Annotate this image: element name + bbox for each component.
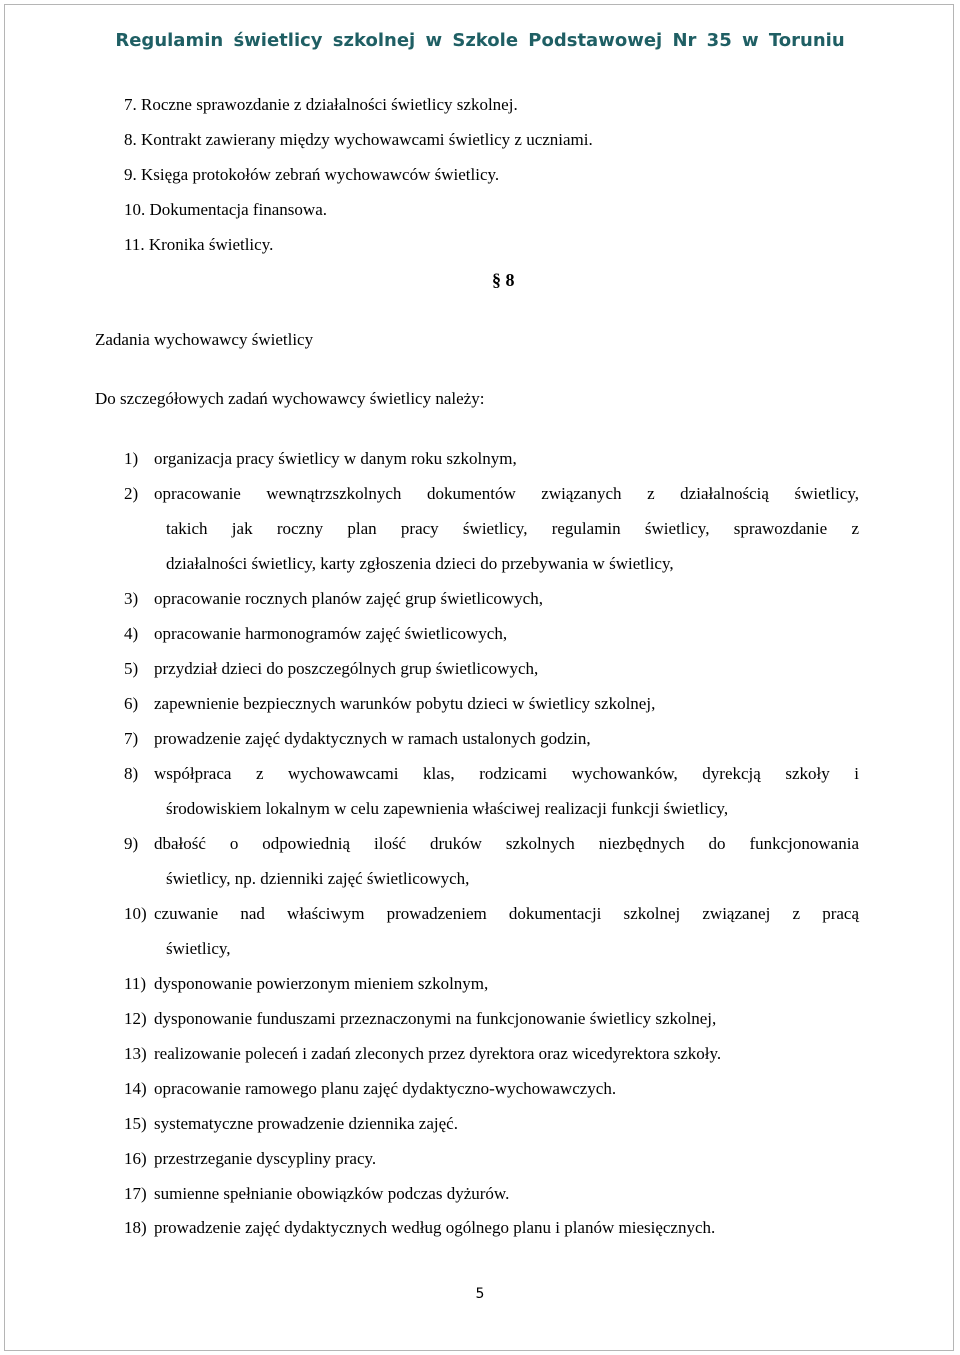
task-text: organizacja pracy świetlicy w danym roku szkolnym,: [154, 449, 517, 468]
task-text-continued: środowiskiem lokalnym w celu zapewnienia właściwej realizacji funkcji świetlicy,: [166, 799, 729, 818]
task-number: 5): [124, 659, 139, 678]
task-text: przestrzeganie dyscypliny pracy.: [154, 1149, 377, 1168]
task-text: opracowanie ramowego planu zajęć dydaktyczno-wychowawczych.: [154, 1079, 617, 1098]
task-number: 11): [124, 974, 147, 993]
task-text-continued: takich jak roczny plan pracy świetlicy, regulamin świetlicy, sprawozdanie z: [166, 519, 859, 538]
task-text: prowadzenie zajęć dydaktycznych według ogólnego planu i planów miesięcznych.: [154, 1218, 716, 1237]
list-item: 8. Kontrakt zawierany między wychowawcami świetlicy z uczniami.: [124, 130, 593, 149]
task-text: opracowanie wewnątrzszkolnych dokumentów związanych z działalnością świetlicy,: [154, 484, 859, 503]
task-number: 15): [124, 1114, 147, 1133]
task-number: 3): [124, 589, 139, 608]
task-number: 1): [124, 449, 139, 468]
task-number: 6): [124, 694, 139, 713]
page-number: 5: [475, 1286, 485, 1302]
task-text: prowadzenie zajęć dydaktycznych w ramach ustalonych godzin,: [154, 729, 591, 748]
task-number: 8): [124, 764, 139, 783]
task-number: 2): [124, 484, 139, 503]
intro-text: Do szczegółowych zadań wychowawcy świetlicy należy:: [95, 389, 485, 408]
task-number: 18): [124, 1218, 147, 1237]
task-text-continued: działalności świetlicy, karty zgłoszenia dzieci do przebywania w świetlicy,: [166, 554, 674, 573]
task-number: 4): [124, 624, 139, 643]
task-text: systematyczne prowadzenie dziennika zajęć.: [154, 1114, 458, 1133]
task-text-continued: świetlicy, np. dzienniki zajęć świetlicowych,: [166, 869, 470, 888]
task-number: 9): [124, 834, 139, 853]
section-mark: § 8: [492, 270, 515, 290]
task-text: realizowanie poleceń i zadań zleconych przez dyrektora oraz wicedyrektora szkoły.: [154, 1044, 722, 1063]
task-number: 17): [124, 1184, 147, 1203]
section-title: Zadania wychowawcy świetlicy: [95, 330, 314, 349]
task-number: 12): [124, 1009, 147, 1028]
task-text-continued: świetlicy,: [166, 939, 231, 958]
list-item: 9. Księga protokołów zebrań wychowawców świetlicy.: [124, 165, 500, 184]
task-number: 14): [124, 1079, 147, 1098]
task-text: opracowanie harmonogramów zajęć świetlicowych,: [154, 624, 508, 643]
task-number: 7): [124, 729, 139, 748]
list-item: 7. Roczne sprawozdanie z działalności świetlicy szkolnej.: [124, 95, 518, 114]
task-text: dbałość o odpowiednią ilość druków szkolnych niezbędnych do funkcjonowania: [154, 834, 859, 853]
task-text: współpraca z wychowawcami klas, rodzicami wychowanków, dyrekcją szkoły i: [154, 764, 859, 783]
task-text: opracowanie rocznych planów zajęć grup świetlicowych,: [154, 589, 543, 608]
list-item: 10. Dokumentacja finansowa.: [124, 200, 327, 219]
task-text: czuwanie nad właściwym prowadzeniem dokumentacji szkolnej związanej z pracą: [154, 904, 859, 923]
task-text: przydział dzieci do poszczególnych grup świetlicowych,: [154, 659, 539, 678]
page-header: Regulamin świetlicy szkolnej w Szkole Podstawowej Nr 35 w Toruniu: [115, 30, 845, 51]
list-item: 11. Kronika świetlicy.: [124, 235, 274, 254]
task-number: 13): [124, 1044, 147, 1063]
task-text: dysponowanie powierzonym mieniem szkolnym,: [154, 974, 489, 993]
task-text: zapewnienie bezpiecznych warunków pobytu dzieci w świetlicy szkolnej,: [154, 694, 656, 713]
task-number: 10): [124, 904, 147, 923]
task-number: 16): [124, 1149, 147, 1168]
task-text: dysponowanie funduszami przeznaczonymi na funkcjonowanie świetlicy szkolnej,: [154, 1009, 717, 1028]
task-text: sumienne spełnianie obowiązków podczas dyżurów.: [154, 1184, 510, 1203]
